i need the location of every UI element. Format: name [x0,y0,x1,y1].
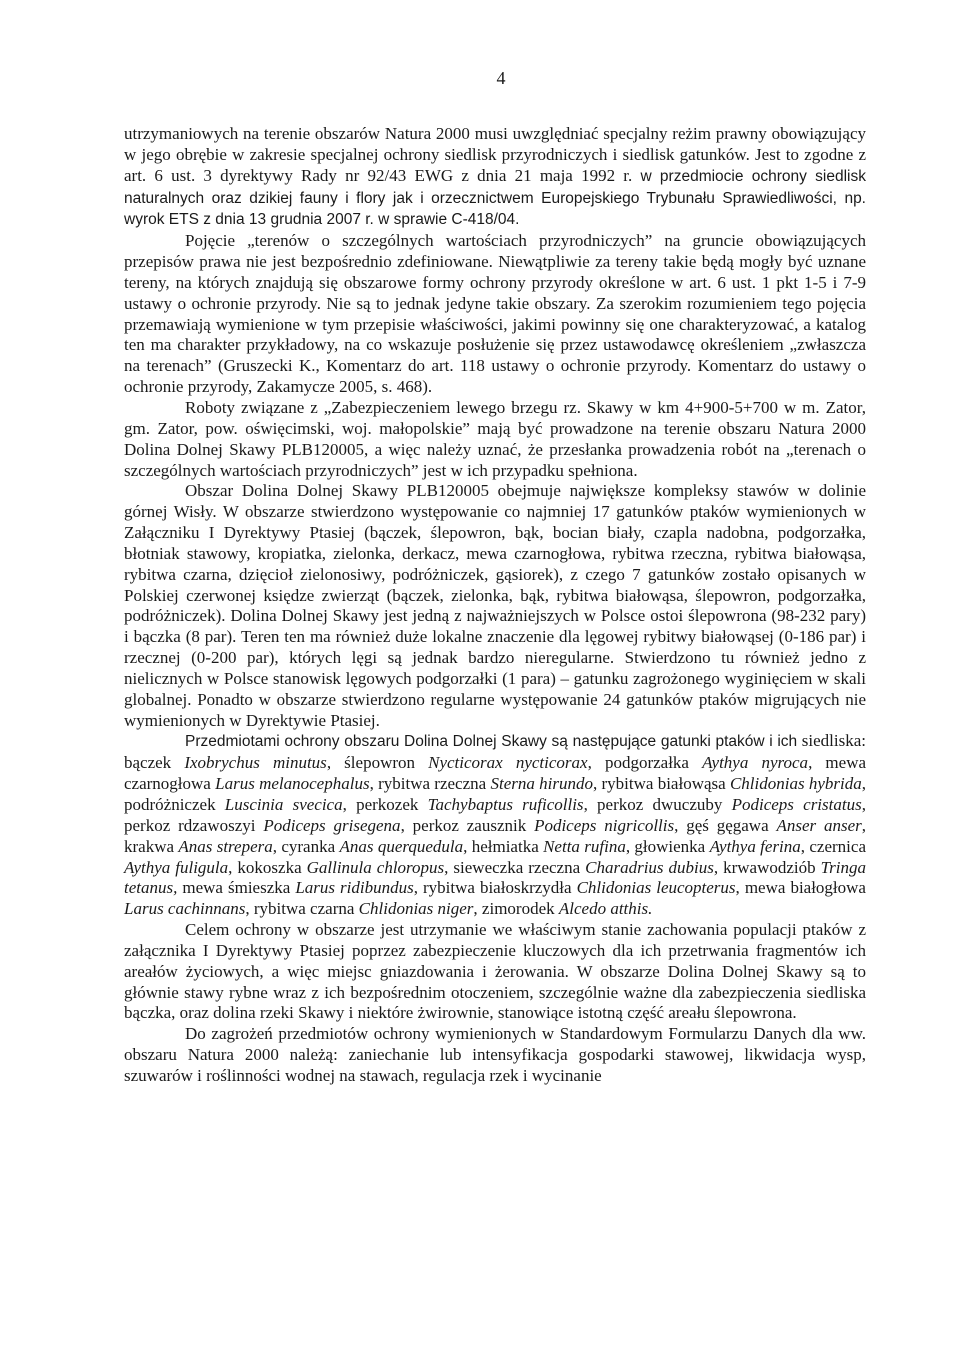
latin-species-name: Chlidonias niger [358,899,474,919]
latin-species-name: Larus ridibundus [295,878,414,898]
species-text: , rybitwa rzeczna [369,774,491,794]
species-text: , sieweczka rzeczna [444,857,586,877]
species-text: , perkoz dwuczuby [583,795,732,814]
latin-species-name: Anas querquedula [339,836,464,856]
latin-species-name: Anas strepera [178,836,273,856]
latin-species-name: Gallinula chloropus [306,857,445,877]
species-text: , perkoz zausznik [400,815,535,835]
latin-species-name: Podiceps grisegena [263,815,401,835]
paragraph-protection-goal: Celem ochrony w obszarze jest utrzymanie we właściwym stanie zachowania populacji ptaków z załącznika I Dyrektywy Ptasiej poprzez zabezpieczenie kluczowych dla ich przetrwania fragmentów ich areałów życiowych, a więc miejsc gniazdowania i żerowania. W obszarze Dolina Dolnej Skawy są to głównie stawy rybne wraz z ich bezpośrednim otoczeniem, szczególnie ważne dla zabezpieczenia siedliska bączka, oraz dolina rzeki Skawy i niektóre żwirownie, stanowiące istotną część areału ślepowrona. [124,920,866,1023]
latin-species-name: Charadrius dubius [585,857,714,877]
latin-species-name: Luscinia svecica [224,795,343,814]
paragraph-intro-part-a: utrzymaniowych na terenie obszarów Natura 2000 musi uwzględniać specjalny reżim prawny obowiązujący w jego obrębie w zakresie specjalnej ochrony siedlisk przyrodniczych i siedlisk gatunków. Jest to zgodne z art. 6 ust. 3 dyrektywy Rady nr 92/43 EWG z dnia 21 maja 1992 r. [124,124,866,185]
latin-species-name: Tringa tetanus, [124,857,867,898]
paragraph-works: Roboty związane z „Zabezpieczeniem lewego brzegu rz. Skawy w km 4+900-5+700 w m. Zator, gm. Zator, pow. oświęcimski, woj. małopolskie” mają być prowadzone na terenie obszaru Natura 2000 Dolina Dolnej Skawy PLB120005, a więc należy uznać, że przesłanka prowadzenia robót na „terenach o szczególnych wartościach przyrodniczych” jest w ich przypadku spełniona. [124,397,866,480]
latin-species-name: Aythya fuligula [124,857,229,877]
latin-species-name: Aythya nyroca [702,753,809,773]
species-text: , mewa czarnogłowa [124,753,867,794]
paragraph-intro [124,124,866,231]
paragraph-protected-species [124,731,866,920]
latin-species-name: Ixobrychus minutus [184,753,327,773]
species-text: , rybitwa białoskrzydła [413,878,577,898]
latin-species-name: Alcedo atthis. [558,899,653,919]
latin-species-name: Larus melanocephalus [215,774,370,794]
paragraph-threats: Do zagrożeń przedmiotów ochrony wymienionych w Standardowym Formularzu Danych dla ww. obszaru Natura 2000 należą: zaniechanie lub intensyfikacja gospodarki stawowej, likwidacja wysp, szuwarów i roślinności wodnej na stawach, regulacja rzek i wycinanie [124,1024,866,1085]
page-number: 4 [496,68,506,88]
latin-species-name: Anser anser [776,815,862,835]
species-text: , rybitwa białowąsa [592,774,730,794]
species-text: , ślepowron [326,753,429,773]
species-text: mewa śmieszka [177,878,296,898]
latin-species-name: Larus cachinnans [124,899,246,919]
latin-species-name: Podiceps cristatus [731,795,862,814]
species-text: , mewa białogłowa [735,878,866,898]
species-text: , zimorodek [473,899,559,919]
species-text: , gęś gęgawa [674,815,777,835]
species-text: , kokoszka [228,857,307,877]
paragraph-intro-part-b: w przedmiocie ochrony siedlisk naturalnych oraz dzikiej fauny i flory jak i orzecznictwem Europejskiego Trybunału Sprawiedliwości, np. wyrok ETS z dnia 13 grudnia 2007 r. w sprawie C-418/04. [124,167,866,229]
species-text: Przedmiotami ochrony obszaru Dolina Dolnej Skawy są następujące gatunki ptaków i ich [185,733,798,751]
paragraph-definition: Pojęcie „terenów o szczególnych wartościach przyrodniczych” na gruncie obowiązujących przepisów prawa nie jest bezpośrednio zdefiniowane. Niewątpliwie za tereny takie będą mogły być uznane tereny, na których znajdują się obszarowe formy ochrony przyrody określone w art. 6 ust. 1 pkt 1-5 i 7-9 ustawy o ochronie przyrody. Nie są to jednak jedyne takie obszary. Za szerokim rozumieniem tego pojęcia przemawiają wymienione w tym przepisie właściwości, jakimi powinny się one charakteryzować, a katalog ten ma charakter przykładowy, na co wskazuje posłużenie się przez ustawodawcę określeniem „zwłaszcza na terenach” (Gruszecki K., Komentarz do art. 118 ustawy o ochronie przyrody. Komentarz do ustawy o ochronie przyrody, Zakamycze 2005, s. 468). [124,231,866,397]
species-text: , hełmiatka [463,836,544,856]
species-text: , rybitwa czarna [245,899,359,919]
latin-species-name: Tachybaptus ruficollis [427,795,584,814]
latin-species-name: Aythya ferina [709,836,801,856]
species-text: siedliska: bączek [124,731,866,773]
species-text: , podróżniczek [124,774,866,814]
species-text: , krakwa [124,815,866,856]
species-text: , czernica [800,836,866,856]
species-text: , podgorzałka [587,753,703,773]
species-text: , cyranka [272,836,340,856]
paragraph-area-description: Obszar Dolina Dolnej Skawy PLB120005 obejmuje największe kompleksy stawów w dolinie górnej Wisły. W obszarze stwierdzono występowanie co najmniej 17 gatunków ptaków wymienionych w Załączniku I Dyrektywy Ptasiej (bączek, ślepowron, bąk, bocian biały, czapla nadobna, podgorzałka, błotniak stawowy, kropiatka, zielonka, derkacz, mewa czarnogłowa, rybitwa rzeczna, rybitwa białowąsa, rybitwa czarna, dzięcioł zielonosiwy, podróżniczek, gąsiorek), z czego 7 gatunków zostało opisanych w Polskiej czerwonej księdze zwierząt (bączek, zielonka, bąk, rybitwa białowąsa, ślepowron, podgorzałka, podróżniczek). Dolina Dolnej Skawy jest jedną z najważniejszych w Polsce ostoi ślepowrona (98-232 pary) i bączka (8 par). Teren ten ma również duże lokalne znaczenie dla lęgowej rybitwy białowąsej (0-186 par) i rzecznej (0-200 par), których lęgi są jednak bardzo nieregularne. Stwierdzono tu również jedno z nielicznych w Polsce stanowisk lęgowych podgorzałki (1 para) – gatunku zagrożonego wyginięciem w skali globalnej. Ponadto w obszarze stwierdzono regularne występowanie 24 gatunków ptaków migrujących nie wymienionych w Dyrektywie Ptasiej. [124,481,866,730]
latin-species-name: Podiceps nigricollis [534,815,675,835]
latin-species-name: Netta rufina [543,836,626,856]
latin-species-name: Nycticorax nycticorax [428,753,588,773]
latin-species-name: Sterna hirundo [490,774,593,794]
species-text: , perkozek [342,795,428,814]
document-body [124,124,866,1087]
species-text: , perkoz rdzawoszyi [124,795,866,835]
latin-species-name: Chlidonias hybrida [729,774,862,794]
species-text: , głowienka [625,836,710,856]
species-text: , krwawodziób [713,857,821,877]
latin-species-name: Chlidonias leucopterus [576,878,736,898]
